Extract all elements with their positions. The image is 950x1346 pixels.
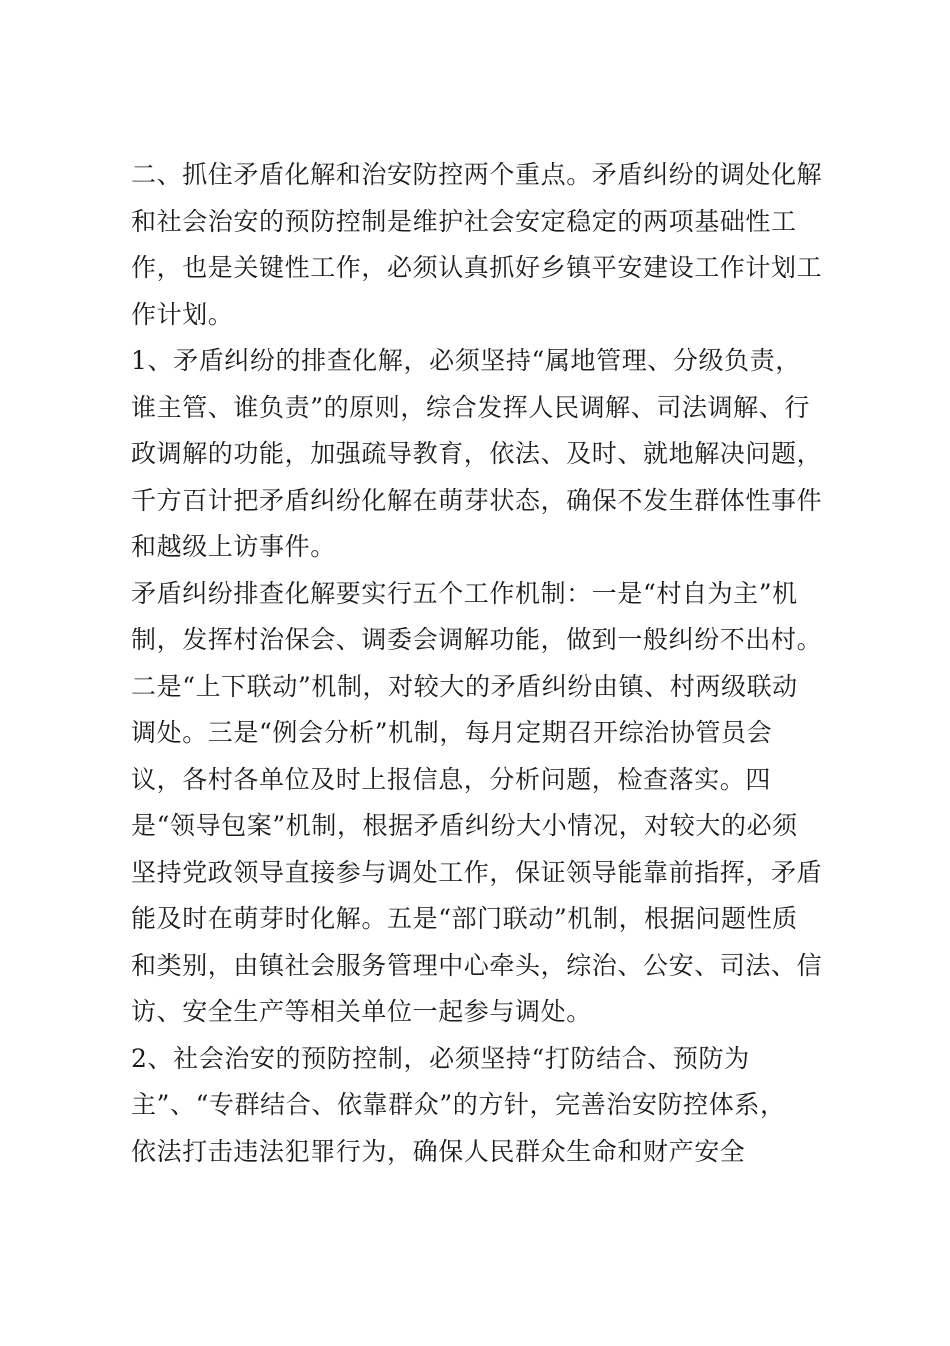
text-line: 依法打击违法犯罪行为，确保人民群众生命和财产安全: [131, 1136, 746, 1166]
text-line: 和社会治安的预防控制是维护社会安定稳定的两项基础性工: [131, 206, 797, 236]
text-line: 千方百计把矛盾纠纷化解在萌芽状态，确保不发生群体性事件: [131, 485, 823, 515]
text-line: 作计划。: [131, 299, 234, 329]
text-line: 主”、“专群结合、依靠群众”的方针，完善治安防控体系，: [131, 1090, 786, 1119]
text-line: 议，各村各单位及时上报信息，分析问题，检查落实。四: [131, 764, 772, 794]
text-line: 作，也是关键性工作，必须认真抓好乡镇平安建设工作计划工: [131, 253, 823, 282]
text-line: 1、矛盾纠纷的排查化解，必须坚持“属地管理、分级负责，: [131, 346, 801, 375]
text-line: 调处。三是“例会分析”机制，每月定期召开综治协管员会: [131, 718, 773, 747]
text-line: 能及时在萌芽时化解。五是“部门联动”机制，根据问题性质: [131, 904, 798, 933]
text-line: 2、社会治安的预防控制，必须坚持“打防结合、预防为: [131, 1043, 750, 1073]
text-line: 谁主管、谁负责”的原则，综合发挥人民调解、司法调解、行: [131, 392, 810, 422]
text-line: 矛盾纠纷排查化解要实行五个工作机制：一是“村自为主”机: [131, 578, 798, 608]
text-line: 政调解的功能，加强疏导教育，依法、及时、就地解决问题，: [131, 439, 823, 468]
text-line: 是“领导包案”机制，根据矛盾纠纷大小情况，对较大的必须: [131, 811, 798, 840]
text-line: 和类别，由镇社会服务管理中心牵头，综治、公安、司法、信: [131, 950, 823, 980]
text-line: 二是“上下联动”机制，对较大的矛盾纠纷由镇、村两级联动: [131, 671, 798, 701]
text-line: 二、抓住矛盾化解和治安防控两个重点。矛盾纠纷的调处化解: [131, 160, 823, 189]
text-line: 制，发挥村治保会、调委会调解功能，做到一般纠纷不出村。: [131, 625, 823, 654]
document-body: [131, 152, 831, 1175]
text-line: 坚持党政领导直接参与调处工作，保证领导能靠前指挥，矛盾: [131, 857, 823, 887]
text-line: 访、安全生产等相关单位一起参与调处。: [131, 997, 592, 1026]
text-line: 和越级上访事件。: [131, 532, 336, 561]
